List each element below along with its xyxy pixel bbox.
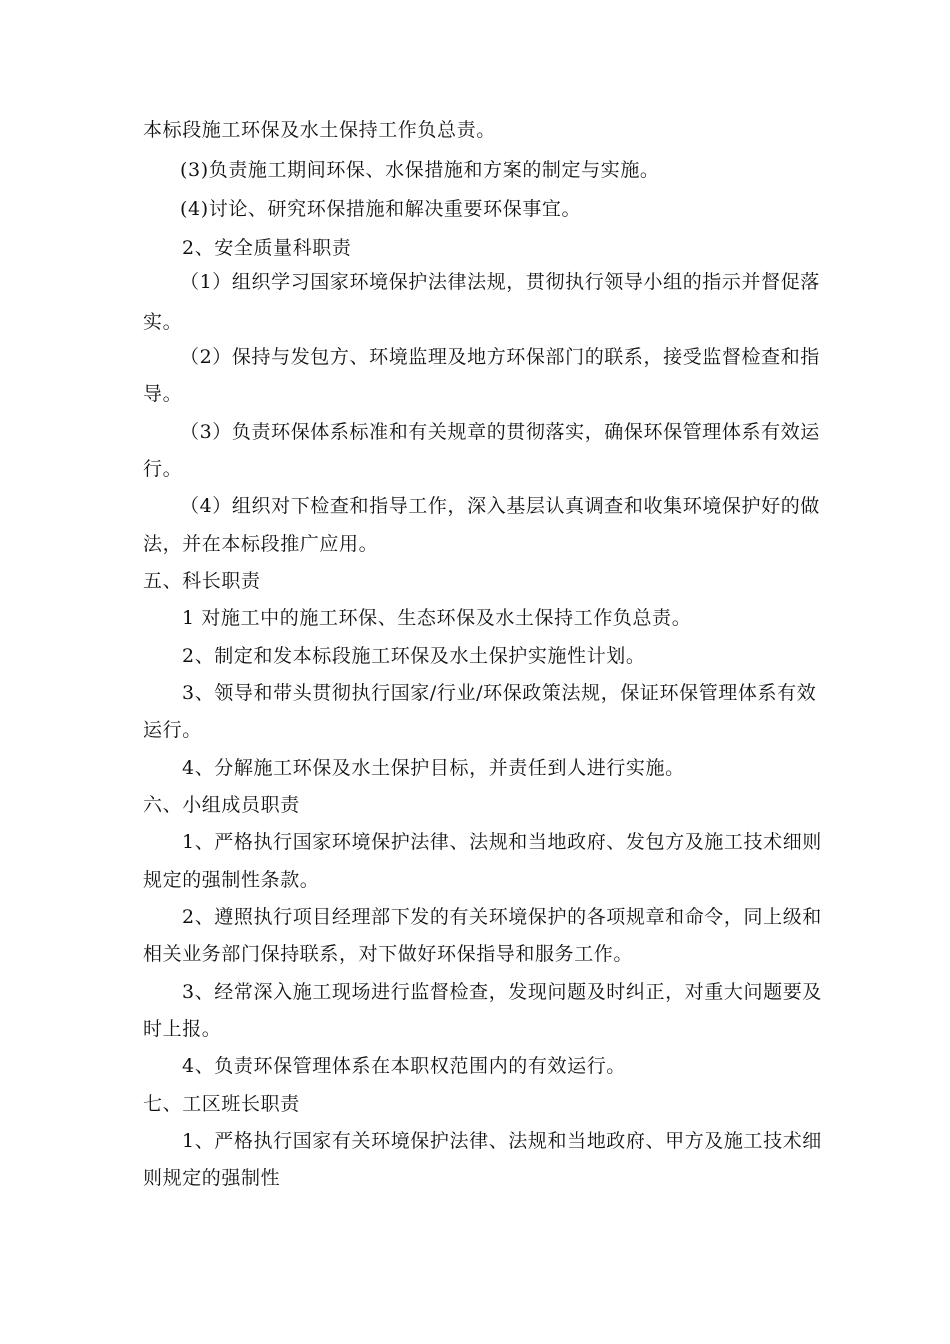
text-line: （4）组织对下检查和指导工作，深入基层认真调查和收集环境保护好的做 xyxy=(180,495,820,517)
text-line: 3、经常深入施工现场进行监督检查，发现问题及时纠正，对重大问题要及 xyxy=(182,981,822,1003)
text-line: （2）保持与发包方、环境监理及地方环保部门的联系，接受监督检查和指 xyxy=(180,346,820,368)
text-line: 行。 xyxy=(143,458,183,480)
text-line: 本标段施工环保及水土保持工作负总责。 xyxy=(143,119,496,141)
text-line: 相关业务部门保持联系，对下做好环保指导和服务工作。 xyxy=(143,943,634,965)
text-line: 3、领导和带头贯彻执行国家/行业/环保政策法规，保证环保管理体系有效 xyxy=(182,682,817,704)
text-line: 法，并在本标段推广应用。 xyxy=(143,533,379,555)
section-heading: 2、安全质量科职责 xyxy=(182,237,352,259)
text-line: 1 对施工中的施工环保、生态环保及水土保持工作负总责。 xyxy=(182,607,692,629)
text-line: 1、严格执行国家有关环境保护法律、法规和当地政府、甲方及施工技术细 xyxy=(182,1130,822,1152)
text-line: 规定的强制性条款。 xyxy=(143,869,320,891)
text-line: 4、分解施工环保及水土保护目标，并责任到人进行实施。 xyxy=(182,757,685,779)
section-heading: 六、小组成员职责 xyxy=(143,794,300,816)
text-line: 实。 xyxy=(143,311,183,333)
text-line: 1、严格执行国家环境保护法律、法规和当地政府、发包方及施工技术细则 xyxy=(182,831,822,853)
text-line: 4、负责环保管理体系在本职权范围内的有效运行。 xyxy=(182,1055,626,1077)
section-heading: 五、科长职责 xyxy=(143,570,261,592)
text-line: 导。 xyxy=(143,383,183,405)
text-line: （3）负责环保体系标准和有关规章的贯彻落实，确保环保管理体系有效运 xyxy=(180,421,820,443)
text-line: (3)负责施工期间环保、水保措施和方案的制定与实施。 xyxy=(180,159,660,181)
text-line: 2、遵照执行项目经理部下发的有关环境保护的各项规章和命令，同上级和 xyxy=(182,906,822,928)
text-line: （1）组织学习国家环境保护法律法规，贯彻执行领导小组的指示并督促落 xyxy=(180,271,820,293)
section-heading: 七、工区班长职责 xyxy=(143,1093,300,1115)
text-line: (4)讨论、研究环保措施和解决重要环保事宜。 xyxy=(180,198,582,220)
text-line: 则规定的强制性 xyxy=(143,1167,281,1189)
text-line: 运行。 xyxy=(143,719,202,741)
text-line: 时上报。 xyxy=(143,1018,222,1040)
text-line: 2、制定和发本标段施工环保及水土保护实施性计划。 xyxy=(182,645,646,667)
